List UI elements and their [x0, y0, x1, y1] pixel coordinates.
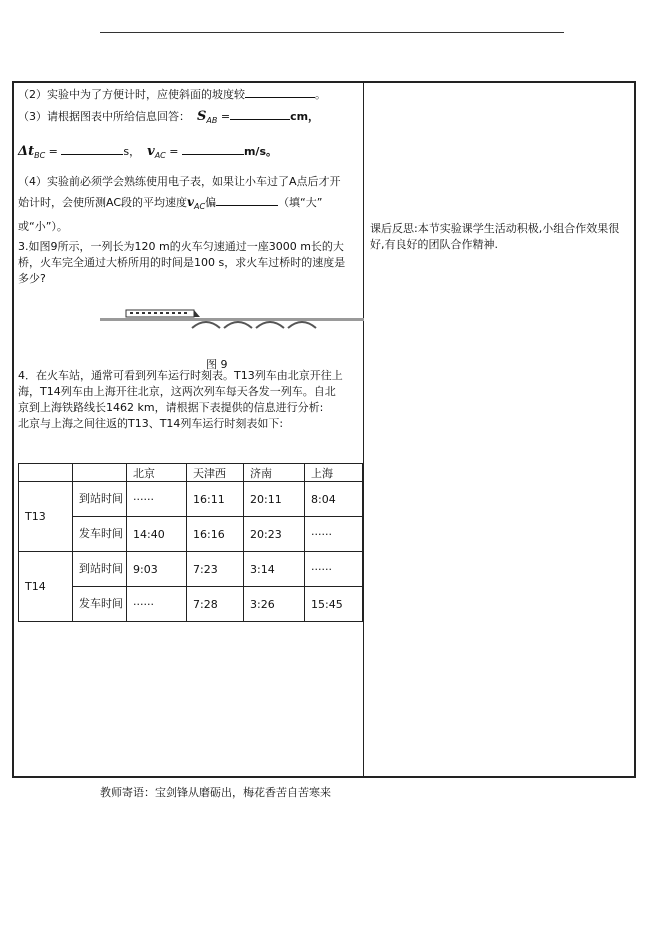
time-cell: 3:26: [244, 587, 305, 622]
problem-3-line2: 桥，火车完全通过大桥所用的时间是100 s，求火车过桥时的速度是: [18, 256, 346, 269]
corner-cell: [19, 464, 73, 482]
q4-v-subscript: AC: [194, 202, 206, 211]
dt-subscript: BC: [34, 151, 46, 160]
row-kind: 到站时间: [73, 482, 127, 517]
question-3: [18, 108, 319, 129]
time-cell: 15:45: [305, 587, 363, 622]
question-4-line1: （4）实验前必须学会熟练使用电子表，如果让小车过了A点后才开: [18, 175, 341, 188]
time-cell: 8:04: [305, 482, 363, 517]
time-cell: 16:16: [187, 517, 244, 552]
eq-sign-3: =: [169, 145, 179, 158]
question-4-line3: 或“小”）。: [18, 220, 68, 233]
unit-s: s，: [123, 145, 141, 158]
q4-v-symbol: v: [187, 195, 194, 209]
vac-blank[interactable]: [182, 143, 244, 155]
time-cell: 7:28: [187, 587, 244, 622]
table-row: [19, 552, 363, 587]
bridge-arches: [192, 322, 316, 328]
time-cell: ······: [127, 587, 187, 622]
unit-ms: m/s。: [243, 145, 277, 158]
figure-caption: 图 9: [206, 358, 228, 371]
station-header: 北京: [127, 464, 187, 482]
time-cell: 9:03: [127, 552, 187, 587]
table-header-row: [19, 464, 363, 482]
q4-text: 始计时，会使所测AC段的平均速度: [18, 196, 188, 209]
q2-blank[interactable]: [245, 86, 315, 98]
tbc-blank[interactable]: [61, 143, 123, 155]
train-number: T13: [19, 482, 73, 552]
station-header: 济南: [244, 464, 305, 482]
v-subscript: AC: [154, 151, 166, 160]
row-kind: 到站时间: [73, 552, 127, 587]
table-row: [19, 482, 363, 517]
reflection-text: 课后反思:本节实验课学生活动积极,小组合作效果很好,有良好的团队合作精神.: [370, 222, 620, 251]
eq-sign: =: [220, 110, 231, 123]
q2-end: 。: [315, 88, 326, 101]
train-nose: [194, 310, 200, 317]
question-4-line2: [18, 194, 322, 215]
station-header: 天津西: [187, 464, 244, 482]
train-number: T14: [19, 552, 73, 622]
time-cell: ······: [305, 552, 363, 587]
row-kind: 发车时间: [73, 517, 127, 552]
v-symbol: v: [147, 144, 155, 159]
q4-pian: 偏: [205, 196, 217, 209]
column-divider: [363, 81, 364, 778]
row-kind: 发车时间: [73, 587, 127, 622]
question-3-line2: [18, 143, 277, 164]
q3-text: （3）请根据图表中所给信息回答：: [18, 110, 190, 123]
problem-3-line1: 3.如图9所示，一列长为120 m的火车匀速通过一座3000 m长的大: [18, 240, 344, 253]
time-cell: 20:23: [244, 517, 305, 552]
q4-tail: （填“大”: [278, 196, 323, 209]
top-rule: [100, 32, 564, 33]
station-header: 上海: [305, 464, 363, 482]
sab-blank[interactable]: [230, 108, 290, 120]
problem-4-line1: 4．在火车站，通常可看到列车运行时刻表。T13列车由北京开往上: [18, 369, 343, 382]
time-cell: ······: [305, 517, 363, 552]
q2-text: （2）实验中为了方便计时，应使斜面的坡度较: [18, 88, 245, 101]
problem-3-line3: 多少?: [18, 272, 46, 285]
train-bridge-figure: [100, 306, 364, 332]
time-cell: 3:14: [244, 552, 305, 587]
unit-cm: cm，: [290, 110, 320, 123]
bridge-deck: [100, 318, 364, 321]
train-timetable: [18, 463, 363, 622]
time-cell: 16:11: [187, 482, 244, 517]
s-symbol: S: [197, 109, 207, 124]
question-2: [18, 86, 326, 103]
problem-4-line4: 北京与上海之间往返的T13、T14列车运行时刻表如下:: [18, 417, 284, 430]
time-cell: 20:11: [244, 482, 305, 517]
eq-sign-2: =: [48, 145, 58, 158]
corner-cell-2: [73, 464, 127, 482]
problem-4-line3: 京到上海铁路线长1462 km，请根据下表提供的信息进行分析:: [18, 401, 324, 414]
teacher-message: 教师寄语：宝剑锋从磨砺出，梅花香苦自苦寒来: [100, 786, 331, 799]
time-cell: 7:23: [187, 552, 244, 587]
s-subscript: AB: [206, 116, 218, 125]
problem-4-line2: 海，T14列车由上海开往北京，这两次列车每天各发一列车。自北: [18, 385, 336, 398]
q4-blank[interactable]: [216, 194, 278, 206]
dt-symbol: Δt: [18, 144, 35, 159]
time-cell: ······: [127, 482, 187, 517]
time-cell: 14:40: [127, 517, 187, 552]
